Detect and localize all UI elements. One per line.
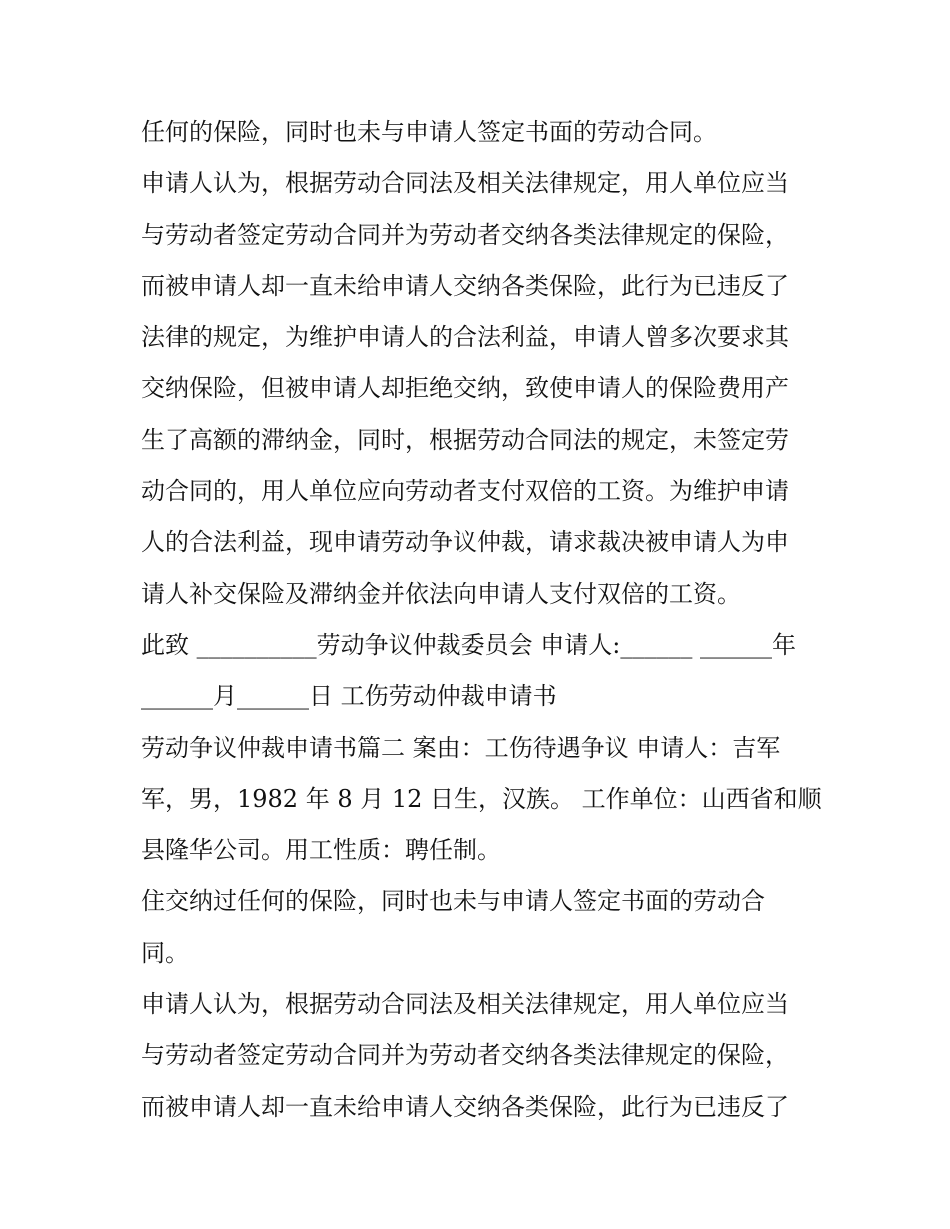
text-line: 申请人认为，根据劳动合同法及相关法律规定，用人单位应当 — [141, 169, 789, 198]
text-line: 与劳动者签定劳动合同并为劳动者交纳各类法律规定的保险， — [141, 1041, 789, 1070]
text-line: 劳动争议仲裁申请书篇二 案由：工伤待遇争议 申请人：吉军 — [141, 733, 781, 762]
document-body — [141, 107, 821, 1133]
text-line: 动合同的，用人单位应向劳动者支付双倍的工资。为维护申请 — [141, 477, 789, 506]
text-line: 交纳保险，但被申请人却拒绝交纳，致使申请人的保险费用产 — [141, 374, 789, 403]
text-line: 而被申请人却一直未给申请人交纳各类保险，此行为已违反了 — [141, 1092, 789, 1121]
text-line: 法律的规定，为维护申请人的合法利益，申请人曾多次要求其 — [141, 323, 789, 352]
text-line: 与劳动者签定劳动合同并为劳动者交纳各类法律规定的保险， — [141, 220, 789, 249]
text-line: 生了高额的滞纳金，同时，根据劳动合同法的规定，未签定劳 — [141, 425, 789, 454]
text-line: 县隆华公司。用工性质：聘任制。 — [141, 836, 501, 865]
text-line: 此致 __________劳动争议仲裁委员会 申请人:______ ______年 — [141, 630, 796, 659]
text-line: 住交纳过任何的保险，同时也未与申请人签定书面的劳动合 — [141, 887, 765, 916]
text-line: 而被申请人却一直未给申请人交纳各类保险，此行为已违反了 — [141, 271, 789, 300]
text-line: 军，男，1982 年 8 月 12 日生，汉族。 工作单位：山西省和顺 — [141, 784, 822, 813]
text-line: 任何的保险，同时也未与申请人签定书面的劳动合同。 — [141, 118, 717, 146]
text-line: ______月______日 工伤劳动仲裁申请书 — [141, 682, 557, 711]
text-line: 申请人认为，根据劳动合同法及相关法律规定，用人单位应当 — [141, 990, 789, 1019]
text-line: 同。 — [141, 938, 189, 967]
text-line: 请人补交保险及滞纳金并依法向申请人支付双倍的工资。 — [141, 579, 741, 608]
text-line: 人的合法利益，现申请劳动争议仲裁，请求裁决被申请人为申 — [141, 528, 789, 557]
